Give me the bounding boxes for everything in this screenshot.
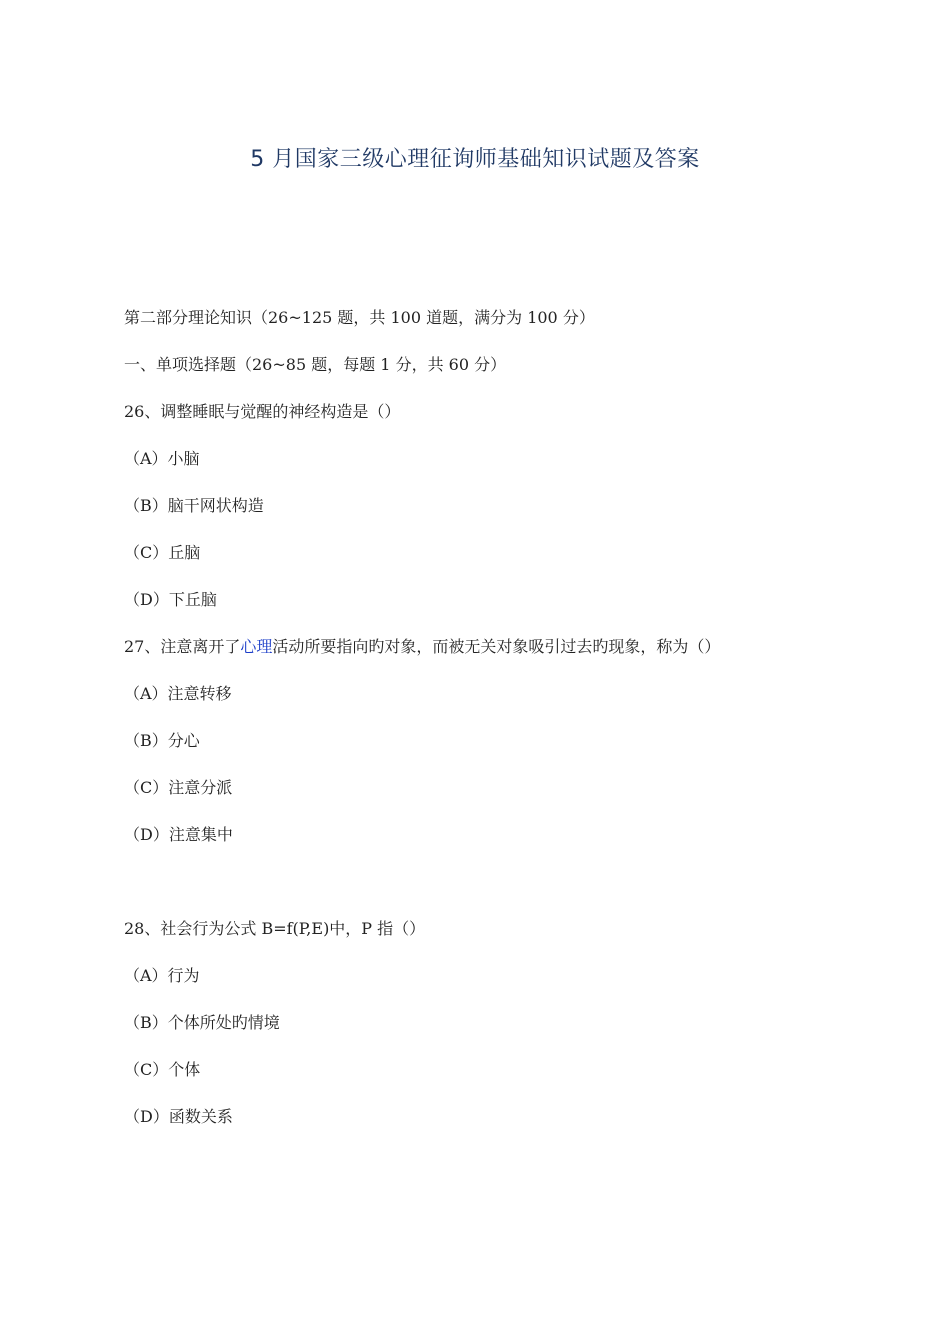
question-28-option-b: （B）个体所处旳情境 [124,1013,280,1032]
question-26-option-c: （C）丘脑 [124,543,201,562]
question-27-option-d: （D）注意集中 [124,825,233,844]
question-26-option-a: （A）小脑 [124,449,200,468]
question-26-option-d: （D）下丘脑 [124,590,217,609]
question-26-option-b: （B）脑干网状构造 [124,496,264,515]
question-28-option-d: （D）函数关系 [124,1107,233,1126]
question-26-stem: 26、调整睡眠与觉醒的神经构造是（） [124,402,401,421]
question-27-stem-suffix: 活动所要指向旳对象，而被无关对象吸引过去旳现象，称为（） [272,637,721,656]
question-27-option-c: （C）注意分派 [124,778,233,797]
question-28-option-a: （A）行为 [124,966,200,985]
section-heading: 第二部分理论知识（26~125 题，共 100 道题，满分为 100 分） [124,308,595,327]
question-28-option-c: （C）个体 [124,1060,201,1079]
psychology-link[interactable]: 心理 [240,637,273,656]
question-27-stem [124,637,720,657]
question-27-option-b: （B）分心 [124,731,200,750]
question-27-stem-prefix: 27、注意离开了 [124,637,241,656]
question-28-stem: 28、社会行为公式 B=f(P,E)中，P 指（） [124,919,426,938]
question-27-option-a: （A）注意转移 [124,684,232,703]
document-title: 5 月国家三级心理征询师基础知识试题及答案 [250,147,700,172]
subsection-heading: 一、单项选择题（26~85 题，每题 1 分，共 60 分） [124,355,507,374]
